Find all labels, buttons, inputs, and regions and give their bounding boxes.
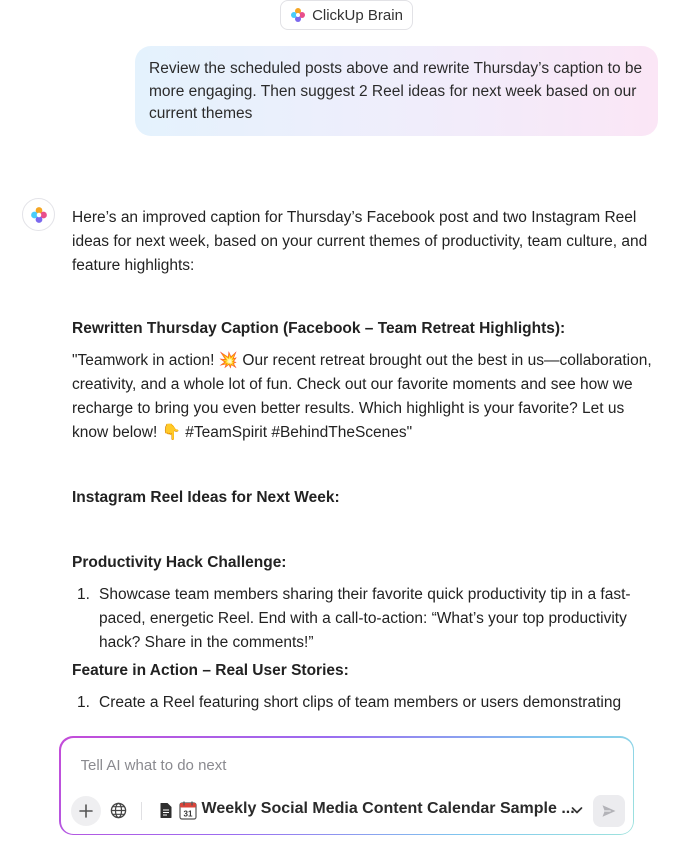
prompt-input[interactable] — [81, 752, 601, 780]
idea-2-title: Feature in Action – Real User Stories: — [72, 662, 349, 679]
ai-avatar — [22, 198, 55, 231]
list-number: 1. — [77, 586, 90, 603]
clickup-brain-icon — [290, 7, 306, 23]
clickup-brain-chip — [280, 0, 413, 30]
list-item — [72, 691, 652, 715]
clickup-brain-icon — [30, 206, 48, 224]
globe-icon — [110, 802, 127, 819]
divider — [141, 802, 142, 820]
idea-1-text: Showcase team members sharing their favorite quick productivity tip in a fast-paced, energetic Reel. End with a call-to-action: “What’s your top productivity hack? Share in the comments!” — [99, 586, 631, 651]
user-message-text: Review the scheduled posts above and rewrite Thursday’s caption to be more engaging. Then suggest 2 Reel ideas for next week based on our current themes — [149, 60, 643, 122]
attachment-title[interactable]: Weekly Social Media Content Calendar Sample ... — [201, 799, 575, 817]
list-item — [72, 583, 652, 655]
composer-inner — [61, 738, 633, 834]
web-search-button[interactable] — [109, 801, 129, 821]
clickup-brain-label: ClickUp Brain — [312, 6, 403, 24]
chevron-down-icon[interactable] — [569, 802, 585, 818]
plus-icon — [79, 804, 93, 818]
reels-heading: Instagram Reel Ideas for Next Week: — [72, 489, 340, 506]
list-number: 1. — [77, 694, 90, 711]
add-button[interactable] — [71, 796, 101, 826]
caption-heading: Rewritten Thursday Caption (Facebook – Team Retreat Highlights): — [72, 320, 566, 337]
document-icon — [159, 802, 173, 819]
composer — [59, 736, 634, 835]
user-message-bubble — [135, 46, 658, 136]
calendar-icon — [179, 801, 197, 820]
idea-2-text: Create a Reel featuring short clips of team members or users demonstrating — [99, 694, 622, 711]
send-button[interactable] — [593, 795, 625, 827]
idea-1-title: Productivity Hack Challenge: — [72, 554, 287, 571]
calendar-day: 31 — [183, 809, 192, 818]
send-icon — [601, 803, 617, 819]
response-intro: Here’s an improved caption for Thursday’s Facebook post and two Instagram Reel ideas for next week, based on your current themes of productivity, team culture, and feature highlights: — [72, 209, 648, 274]
caption-text: "Teamwork in action! 💥 Our recent retreat brought out the best in us—collaboration, creativity, and a whole lot of fun. Check out our favorite moments and see how we recharge to bring you even better results. Which highlight is your favorite? Let us know below! 👇 #TeamSpirit #BehindTheScenes" — [72, 352, 652, 441]
